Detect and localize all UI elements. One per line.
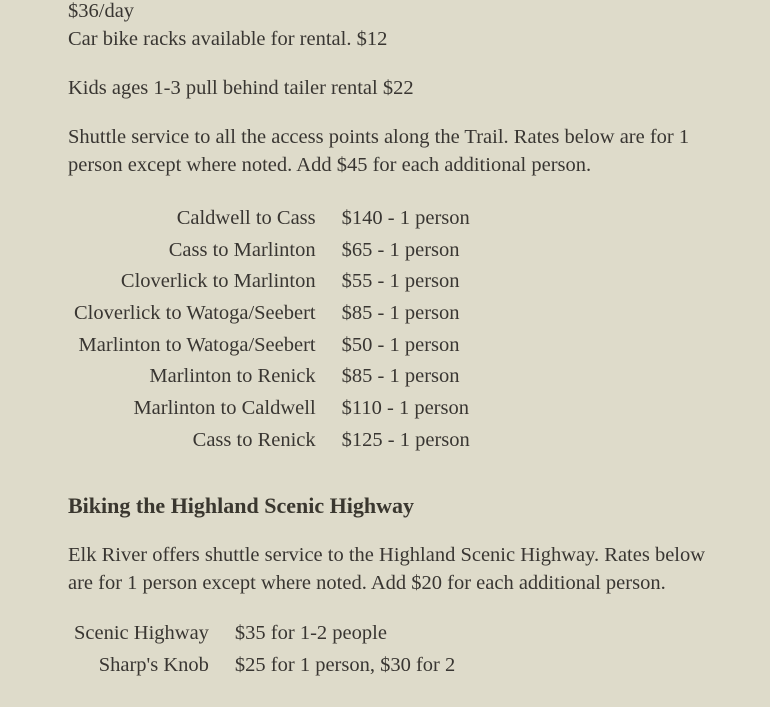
daily-rate-text: $36/day [68, 0, 135, 22]
price-cell: $140 - 1 person [341, 206, 470, 229]
price-cell: $85 - 1 person [341, 365, 460, 388]
route-cell: Caldwell to Cass [176, 206, 316, 229]
price-cell: $85 - 1 person [341, 301, 460, 324]
route-cell: Cloverlick to Marlinton [120, 270, 316, 293]
price-cell: $35 for 1-2 people [234, 622, 387, 645]
route-cell: Marlinton to Caldwell [133, 396, 316, 419]
table-row [74, 202, 470, 234]
table-row [74, 360, 470, 392]
price-cell: $25 for 1 person, $30 for 2 [234, 654, 456, 677]
highland-shuttle-rates-table [74, 618, 455, 681]
table-row [74, 297, 470, 329]
price-cell: $55 - 1 person [341, 270, 460, 293]
price-cell: $110 - 1 person [341, 396, 469, 419]
table-row [74, 618, 455, 650]
bike-racks-text: Car bike racks available for rental. $12 [68, 28, 388, 50]
route-cell: Sharp's Knob [98, 654, 209, 677]
route-cell: Marlinton to Renick [149, 365, 316, 388]
route-cell: Cloverlick to Watoga/Seebert [74, 301, 316, 324]
table-row [74, 424, 470, 456]
route-cell: Scenic Highway [74, 622, 209, 645]
table-row [74, 329, 470, 361]
price-cell: $50 - 1 person [341, 333, 460, 356]
price-cell: $125 - 1 person [341, 428, 470, 451]
table-row [74, 649, 455, 681]
table-row [74, 265, 470, 297]
table-row [74, 392, 470, 424]
main-content [68, 0, 708, 681]
section-heading: Biking the Highland Scenic Highway [68, 492, 414, 518]
trail-shuttle-rates-table [74, 202, 470, 456]
trailer-rental-text: Kids ages 1-3 pull behind tailer rental $22 [68, 77, 414, 99]
price-cell: $65 - 1 person [341, 238, 460, 261]
table-row [74, 234, 470, 266]
route-cell: Cass to Renick [192, 428, 316, 451]
highland-description: Elk River offers shuttle service to the Highland Scenic Highway. Rates below are for 1 person except where noted. Add $20 for each additional person. [68, 543, 706, 594]
route-cell: Marlinton to Watoga/Seebert [78, 333, 316, 356]
route-cell: Cass to Marlinton [168, 238, 316, 261]
shuttle-description: Shuttle service to all the access points along the Trail. Rates below are for 1 person except where noted. Add $45 for each additional person. [68, 126, 690, 176]
